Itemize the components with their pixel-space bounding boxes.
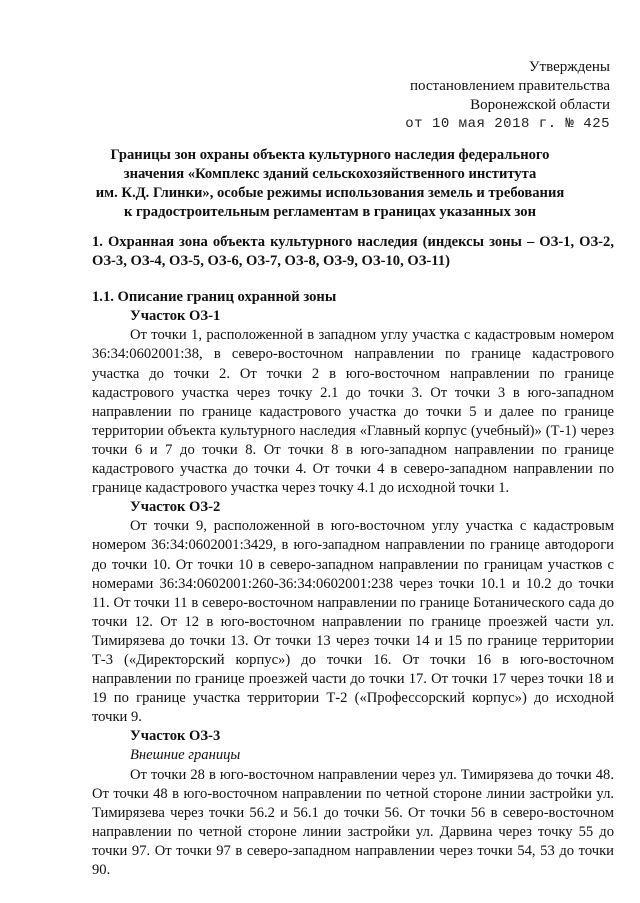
oz1-label: Участок ОЗ-1: [130, 308, 221, 325]
approval-date-stamp: от 10 мая 2018 г. № 425: [405, 116, 610, 132]
title-line-4: к градостроительным регламентам в границах указанных зон: [123, 204, 536, 220]
approval-line-3: Воронежской области: [470, 97, 610, 113]
title-line-1: Границы зон охраны объекта культурного наследия федерального: [110, 147, 550, 163]
section-1-heading: 1. Охранная зона объекта культурного наследия (индексы зоны – ОЗ-1, ОЗ-2, ОЗ-3, ОЗ-4, ОЗ-5, ОЗ-6, ОЗ-7, ОЗ-8, ОЗ-9, ОЗ-10, ОЗ-11): [92, 234, 614, 270]
document-title: [60, 146, 600, 222]
approval-line-2: постановлением правительства: [409, 78, 610, 94]
approval-block: [405, 58, 610, 134]
oz2-text: От точки 9, расположенной в юго-восточном углу участка с кадастровым номером 36:34:0602001:3429, в юго-западном направлении по границе автодороги до точки 10. От точки 10 в северо-западном направлении по границам участков с номерами 36:34:0602001:260-36:34:0602001:238 через точки 10.1 и 10.2 до точки 11. От точки 11 в северо-восточном направлении по границе Ботанического сада до точки 12. От 12 в юго-восточном направлении по границе проезжей части ул. Тимирязева до точки 13. От точки 13 через точки 14 и 15 по границе территории Т-3 («Директорский корпус») до точки 16. От точки 16 в юго-восточном направлении по границе проезжей части до точки 17. От точки 17 через точки 18 и 19 по границе участка территории Т-2 («Профессорский корпус») до исходной точки 9.: [92, 518, 614, 726]
title-line-3: им. К.Д. Глинки», особые режимы использования земель и требования: [95, 185, 565, 201]
oz3-sublabel: Внешние границы: [130, 747, 241, 764]
title-line-2: значения «Комплекс зданий сельскохозяйственного института: [123, 166, 537, 182]
oz2-label: Участок ОЗ-2: [130, 499, 221, 516]
oz3-text: От точки 28 в юго-восточном направлении через ул. Тимирязева до точки 48. От точки 48 в юго-восточном направлении по четной стороне линии застройки ул. Тимирязева через точки 56.2 и 56.1 до точки 56. От точки 56 в северо-восточном направлении по четной стороне линии застройки ул. Дарвина через точку 55 до точки 97. От точки 97 в северо-западном направлении через точки 54, 53 до точки 90.: [92, 766, 614, 878]
approval-line-1: Утверждены: [528, 59, 610, 75]
document-body: [92, 233, 614, 880]
oz3-label: Участок ОЗ-3: [130, 728, 221, 745]
oz1-text: От точки 1, расположенной в западном углу участка с кадастровым номером 36:34:0602001:38, в северо-восточном направлении по границе кадастрового участка до точки 2. От точки 2 в юго-восточном направлении по границе кадастрового участка через точку 2.1 до точки 3. От точки 3 в юго-западном направлении по границе кадастрового участка до точки 5 и далее по границе территории объекта культурного наследия «Главный корпус (учебный)» (Т-1) через точки 6 и 7 до точки 8. От точки 8 в юго-западном направлении по границе кадастрового участка до точки 4. От точки 4 в северо-западном направлении по границе кадастрового участка через точку 4.1 до исходной точки 1.: [92, 327, 614, 497]
section-1-1-heading: 1.1. Описание границ охранной зоны: [92, 289, 337, 306]
